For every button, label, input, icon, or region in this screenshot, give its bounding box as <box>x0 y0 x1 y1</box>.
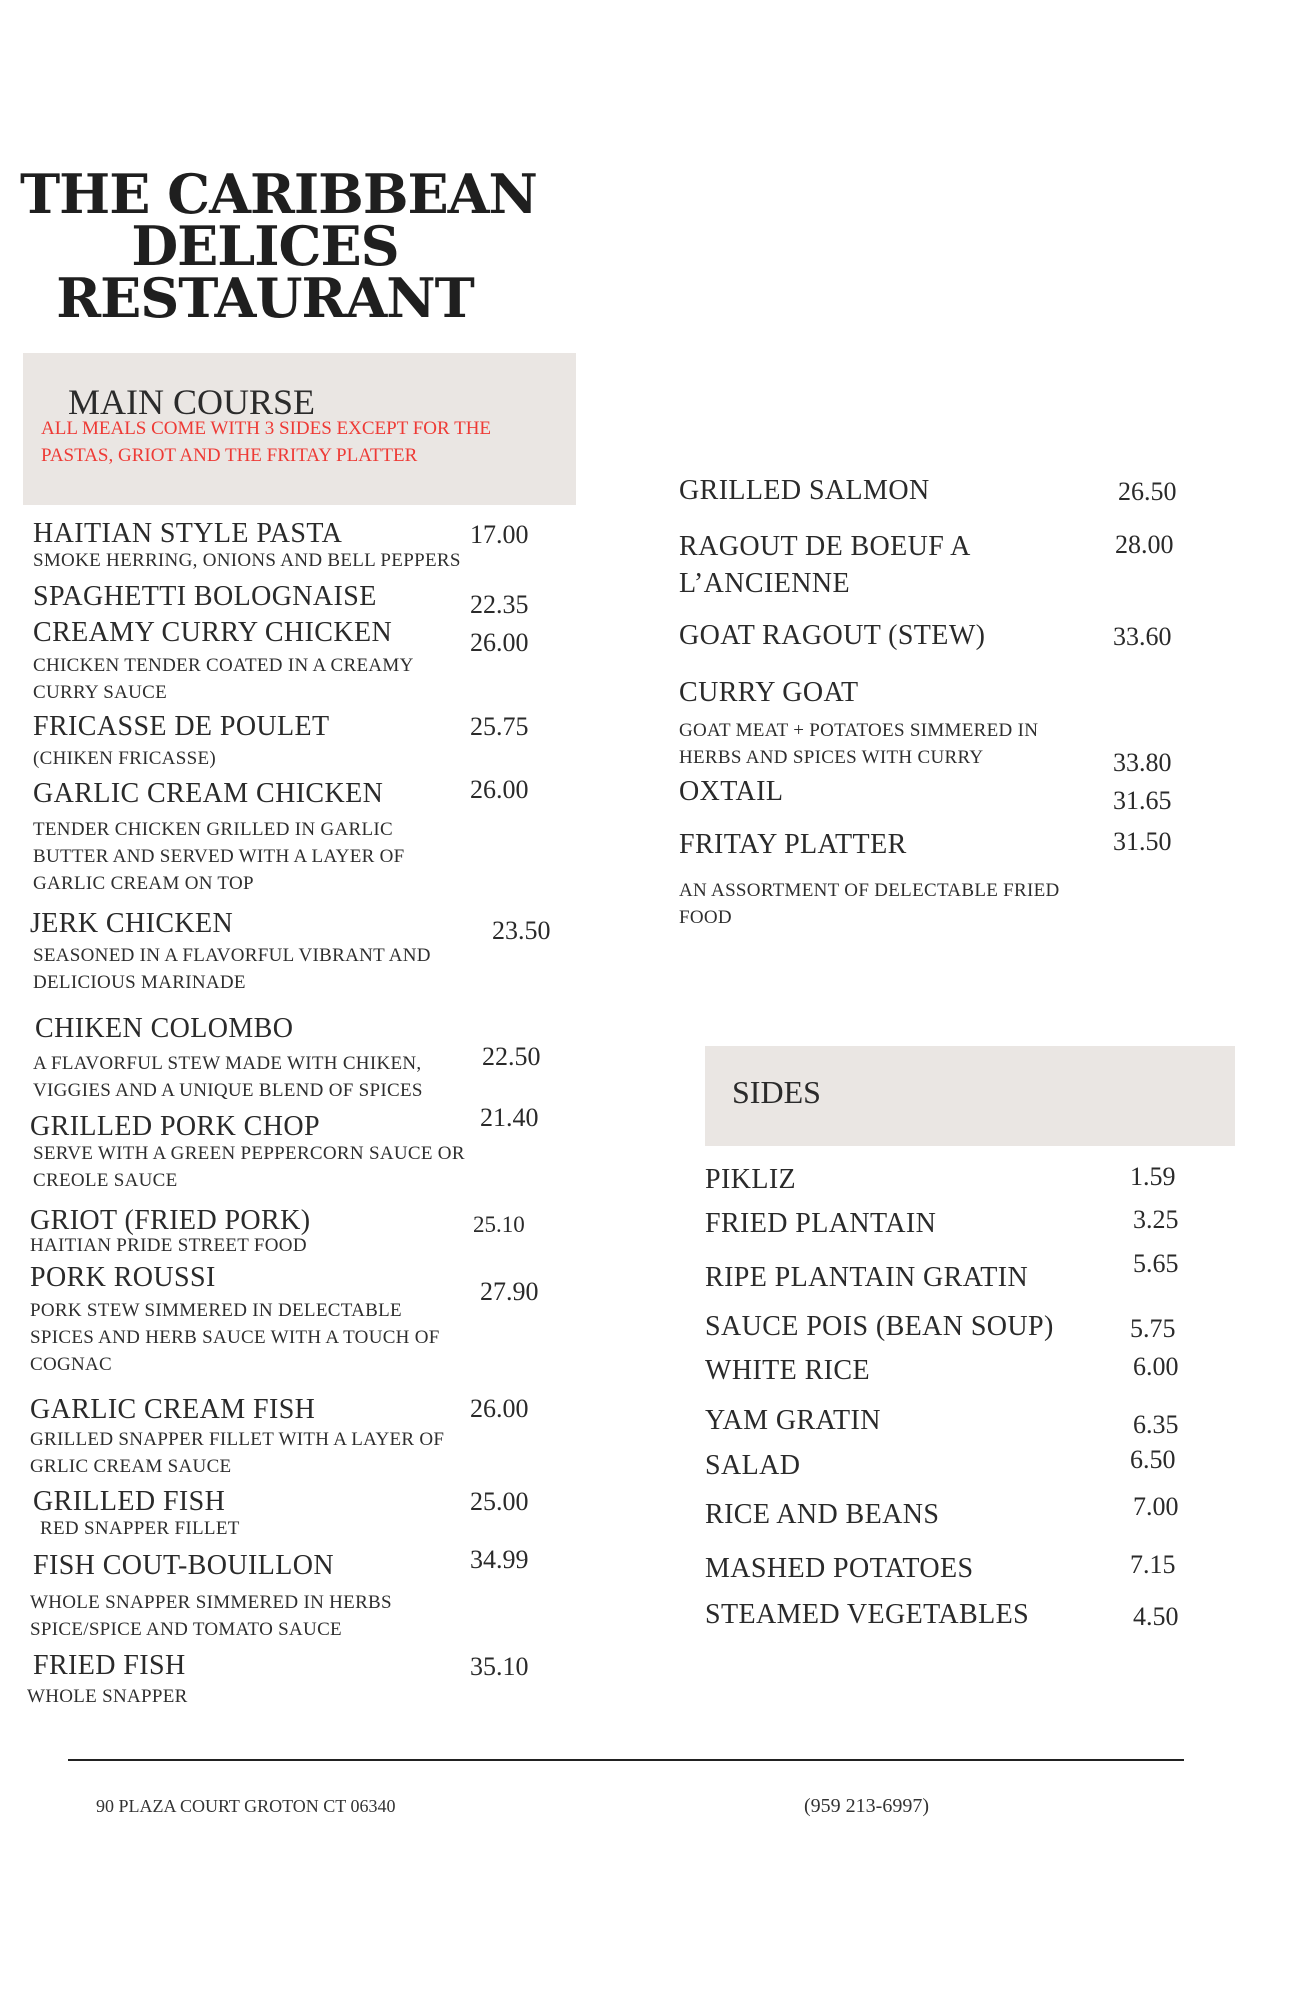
menu-item-price: 28.00 <box>1115 530 1174 559</box>
menu-item-price: 26.00 <box>470 628 529 657</box>
menu-item-price: 26.50 <box>1118 477 1177 506</box>
menu-item-price: 17.00 <box>470 520 529 549</box>
menu-item-description: WHOLE SNAPPER <box>27 1686 188 1707</box>
menu-item-name: JERK CHICKEN <box>30 908 234 939</box>
menu-item-name: GARLIC CREAM CHICKEN <box>33 778 384 809</box>
menu-item-name: FRIED FISH <box>33 1650 186 1681</box>
menu-item-price: 25.75 <box>470 712 529 741</box>
restaurant-title <box>20 162 537 330</box>
menu-item-name: FISH COUT-BOUILLON <box>33 1550 334 1581</box>
main-course-heading: MAIN COURSE <box>68 382 316 422</box>
side-item-price: 7.15 <box>1130 1550 1176 1579</box>
menu-item-name: OXTAIL <box>679 776 784 807</box>
menu-item-price: 33.60 <box>1113 622 1172 651</box>
side-item-name: WHITE RICE <box>705 1355 870 1386</box>
menu-item-description: SMOKE HERRING, ONIONS AND BELL PEPPERS <box>33 550 461 571</box>
menu-item-price: 31.65 <box>1113 786 1172 815</box>
side-item-price: 6.50 <box>1130 1445 1176 1474</box>
menu-item-description: SEASONED IN A FLAVORFUL VIBRANT AND DELICIOUS MARINADE <box>33 945 431 993</box>
title-line: DELICES <box>131 214 399 278</box>
main-course-header <box>23 353 576 505</box>
menu-item-price: 22.50 <box>482 1042 541 1071</box>
menu-item-price: 25.00 <box>470 1487 529 1516</box>
menu-item-description: CHICKEN TENDER COATED IN A CREAMY CURRY SAUCE <box>33 655 413 703</box>
side-item-name: STEAMED VEGETABLES <box>705 1599 1030 1630</box>
side-item-price: 1.59 <box>1130 1162 1176 1191</box>
menu-item-description: WHOLE SNAPPER SIMMERED IN HERBS SPICE/SPICE AND TOMATO SAUCE <box>30 1592 392 1640</box>
menu-item-price: 31.50 <box>1113 827 1172 856</box>
menu-item-price: 25.10 <box>473 1212 525 1237</box>
menu-item-price: 26.00 <box>470 775 529 804</box>
menu-item-name: HAITIAN STYLE PASTA <box>33 518 343 549</box>
menu-item-price: 22.35 <box>470 590 529 619</box>
side-item-price: 6.35 <box>1133 1410 1179 1439</box>
menu-item-description: RED SNAPPER FILLET <box>40 1518 240 1539</box>
menu-item-description: A FLAVORFUL STEW MADE WITH CHIKEN, VIGGIES AND A UNIQUE BLEND OF SPICES <box>33 1053 423 1101</box>
menu-item-name: FRICASSE DE POULET <box>33 711 330 742</box>
side-item-price: 5.75 <box>1130 1314 1176 1343</box>
side-item-name: RICE AND BEANS <box>705 1499 940 1530</box>
side-item-price: 3.25 <box>1133 1205 1179 1234</box>
menu-item-name: GRILLED SALMON <box>679 475 930 506</box>
title-line: RESTAURANT <box>56 266 474 330</box>
menu-item-name: RAGOUT DE BOEUF A L’ANCIENNE <box>679 531 970 599</box>
footer-address: 90 PLAZA COURT GROTON CT 06340 <box>96 1796 396 1816</box>
menu-item-price: 35.10 <box>470 1652 529 1681</box>
menu-item-name: GRIOT (FRIED PORK) <box>30 1205 311 1236</box>
menu-item-description: PORK STEW SIMMERED IN DELECTABLE SPICES AND HERB SAUCE WITH A TOUCH OF COGNAC <box>30 1300 440 1375</box>
menu-item-name: GRILLED PORK CHOP <box>30 1111 320 1142</box>
menu-item-price: 33.80 <box>1113 748 1172 777</box>
menu-item-price: 21.40 <box>480 1103 539 1132</box>
menu-item-description: HAITIAN PRIDE STREET FOOD <box>30 1235 307 1256</box>
menu-item-name: GOAT RAGOUT (STEW) <box>679 620 986 651</box>
title-line: THE CARIBBEAN <box>20 162 537 226</box>
menu-item-name: GRILLED FISH <box>33 1486 226 1517</box>
menu-item-name: SPAGHETTI BOLOGNAISE <box>33 581 377 612</box>
menu-item-name: GARLIC CREAM FISH <box>30 1394 316 1425</box>
side-item-price: 4.50 <box>1133 1602 1179 1631</box>
menu-item-price: 23.50 <box>492 916 551 945</box>
side-item-name: FRIED PLANTAIN <box>705 1208 937 1239</box>
side-item-price: 5.65 <box>1133 1249 1179 1278</box>
menu-item-description: (CHIKEN FRICASSE) <box>33 748 216 769</box>
menu-item-price: 26.00 <box>470 1394 529 1423</box>
menu-item-description: GRILLED SNAPPER FILLET WITH A LAYER OF GRLIC CREAM SAUCE <box>30 1429 445 1477</box>
menu-item-description: TENDER CHICKEN GRILLED IN GARLIC BUTTER AND SERVED WITH A LAYER OF GARLIC CREAM ON TOP <box>33 819 405 894</box>
menu-item-description: SERVE WITH A GREEN PEPPERCORN SAUCE OR CREOLE SAUCE <box>33 1143 465 1191</box>
sides-header <box>705 1046 1235 1146</box>
menu-item-description: GOAT MEAT + POTATOES SIMMERED IN HERBS AND SPICES WITH CURRY <box>679 720 1039 768</box>
sides-heading: SIDES <box>732 1074 821 1110</box>
menu-item-name: CREAMY CURRY CHICKEN <box>33 617 393 648</box>
side-item-price: 7.00 <box>1133 1492 1179 1521</box>
side-item-name: SAUCE POIS (BEAN SOUP) <box>705 1311 1054 1342</box>
side-item-name: MASHED POTATOES <box>705 1553 974 1584</box>
menu-item-price: 34.99 <box>470 1545 529 1574</box>
footer-divider <box>68 1759 1184 1761</box>
side-item-price: 6.00 <box>1133 1352 1179 1381</box>
footer-phone: (959 213-6997) <box>804 1795 929 1817</box>
side-item-name: RIPE PLANTAIN GRATIN <box>705 1262 1029 1293</box>
side-item-name: SALAD <box>705 1450 801 1481</box>
meal-sides-note: ALL MEALS COME WITH 3 SIDES EXCEPT FOR THE PASTAS, GRIOT AND THE FRITAY PLATTER <box>41 418 492 466</box>
side-item-name: YAM GRATIN <box>705 1405 881 1436</box>
menu-item-name: FRITAY PLATTER <box>679 829 907 860</box>
menu-item-name: CHIKEN COLOMBO <box>35 1013 294 1044</box>
menu-item-name: PORK ROUSSI <box>30 1262 216 1293</box>
menu-item-price: 27.90 <box>480 1277 539 1306</box>
menu-item-name: CURRY GOAT <box>679 677 859 708</box>
menu-item-description: AN ASSORTMENT OF DELECTABLE FRIED FOOD <box>679 880 1060 928</box>
side-item-name: PIKLIZ <box>705 1164 797 1195</box>
